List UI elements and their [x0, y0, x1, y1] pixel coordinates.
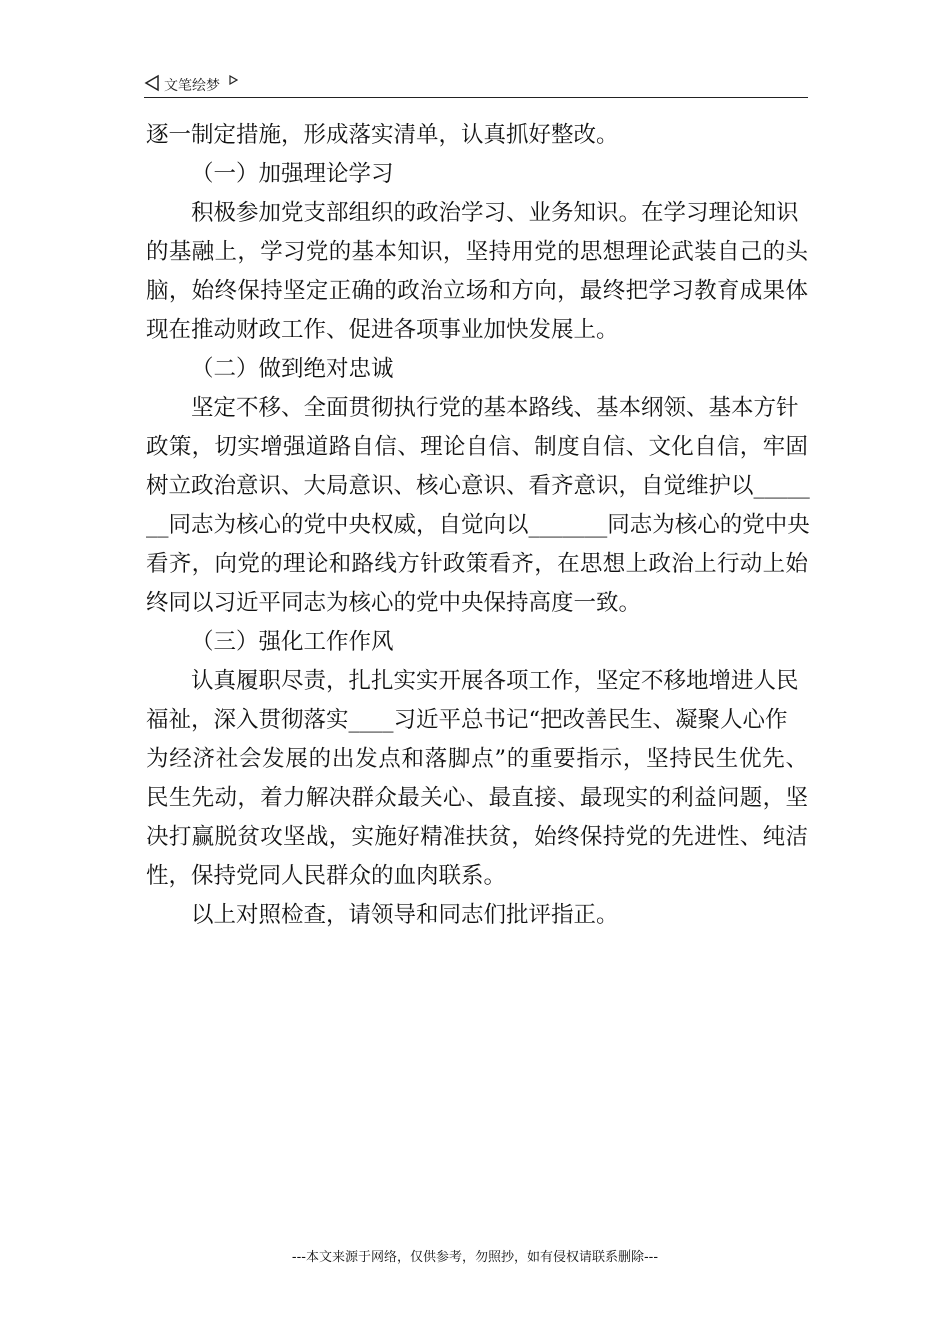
section-heading: （一）加强理论学习 — [191, 161, 394, 187]
body-line: 逐一制定措施，形成落实清单，认真抓好整改。 — [146, 122, 619, 148]
body-line: 政策，切实增强道路自信、理论自信、制度自信、文化自信，牢固 — [146, 434, 808, 460]
header-title: 文笔绘梦 — [164, 78, 220, 94]
document-body — [146, 116, 808, 935]
section-heading: （三）强化工作作风 — [191, 629, 394, 655]
page-header — [144, 70, 808, 98]
body-line: 树立政治意识、大局意识、核心意识、看齐意识，自觉维护以_____ — [146, 473, 810, 499]
body-line: 认真履职尽责，扎扎实实开展各项工作，坚定不移地增进人民 — [191, 668, 799, 694]
footer-notice: ---本文来源于网络，仅供参考，勿照抄，如有侵权请联系删除--- — [291, 1250, 659, 1265]
body-line: 民生先动，着力解决群众最关心、最直接、最现实的利益问题，坚 — [146, 785, 808, 811]
body-line: 决打赢脱贫攻坚战，实施好精准扶贫，始终保持党的先进性、纯洁 — [146, 824, 808, 850]
body-line: 坚定不移、全面贯彻执行党的基本路线、基本纲领、基本方针 — [191, 395, 799, 421]
body-line: 的基融上，学习党的基本知识，坚持用党的思想理论武装自己的头 — [146, 239, 808, 265]
body-line: __同志为核心的党中央权威，自觉向以_______同志为核心的党中央 — [146, 512, 810, 538]
body-line: 为经济社会发展的出发点和落脚点”的重要指示，坚持民生优先、 — [146, 746, 808, 772]
body-line: 福祉，深入贯彻落实____习近平总书记“把改善民生、凝聚人心作 — [146, 707, 788, 733]
header-brand — [144, 74, 238, 96]
body-line: 看齐，向党的理论和路线方针政策看齐，在思想上政治上行动上始 — [146, 551, 808, 577]
section-heading: （二）做到绝对忠诚 — [191, 356, 394, 382]
body-line: 以上对照检查，请领导和同志们批评指正。 — [191, 902, 619, 928]
body-line: 积极参加党支部组织的政治学习、业务知识。在学习理论知识 — [191, 200, 799, 226]
body-line: 性，保持党同人民群众的血肉联系。 — [146, 863, 507, 889]
body-line: 现在推动财政工作、促进各项事业加快发展上。 — [146, 317, 619, 343]
right-triangle-icon — [228, 73, 238, 89]
body-line: 脑，始终保持坚定正确的政治立场和方向，最终把学习教育成果体 — [146, 278, 808, 304]
body-line: 终同以习近平同志为核心的党中央保持高度一致。 — [146, 590, 642, 616]
header-rule — [144, 97, 808, 98]
left-triangle-icon — [144, 74, 160, 96]
